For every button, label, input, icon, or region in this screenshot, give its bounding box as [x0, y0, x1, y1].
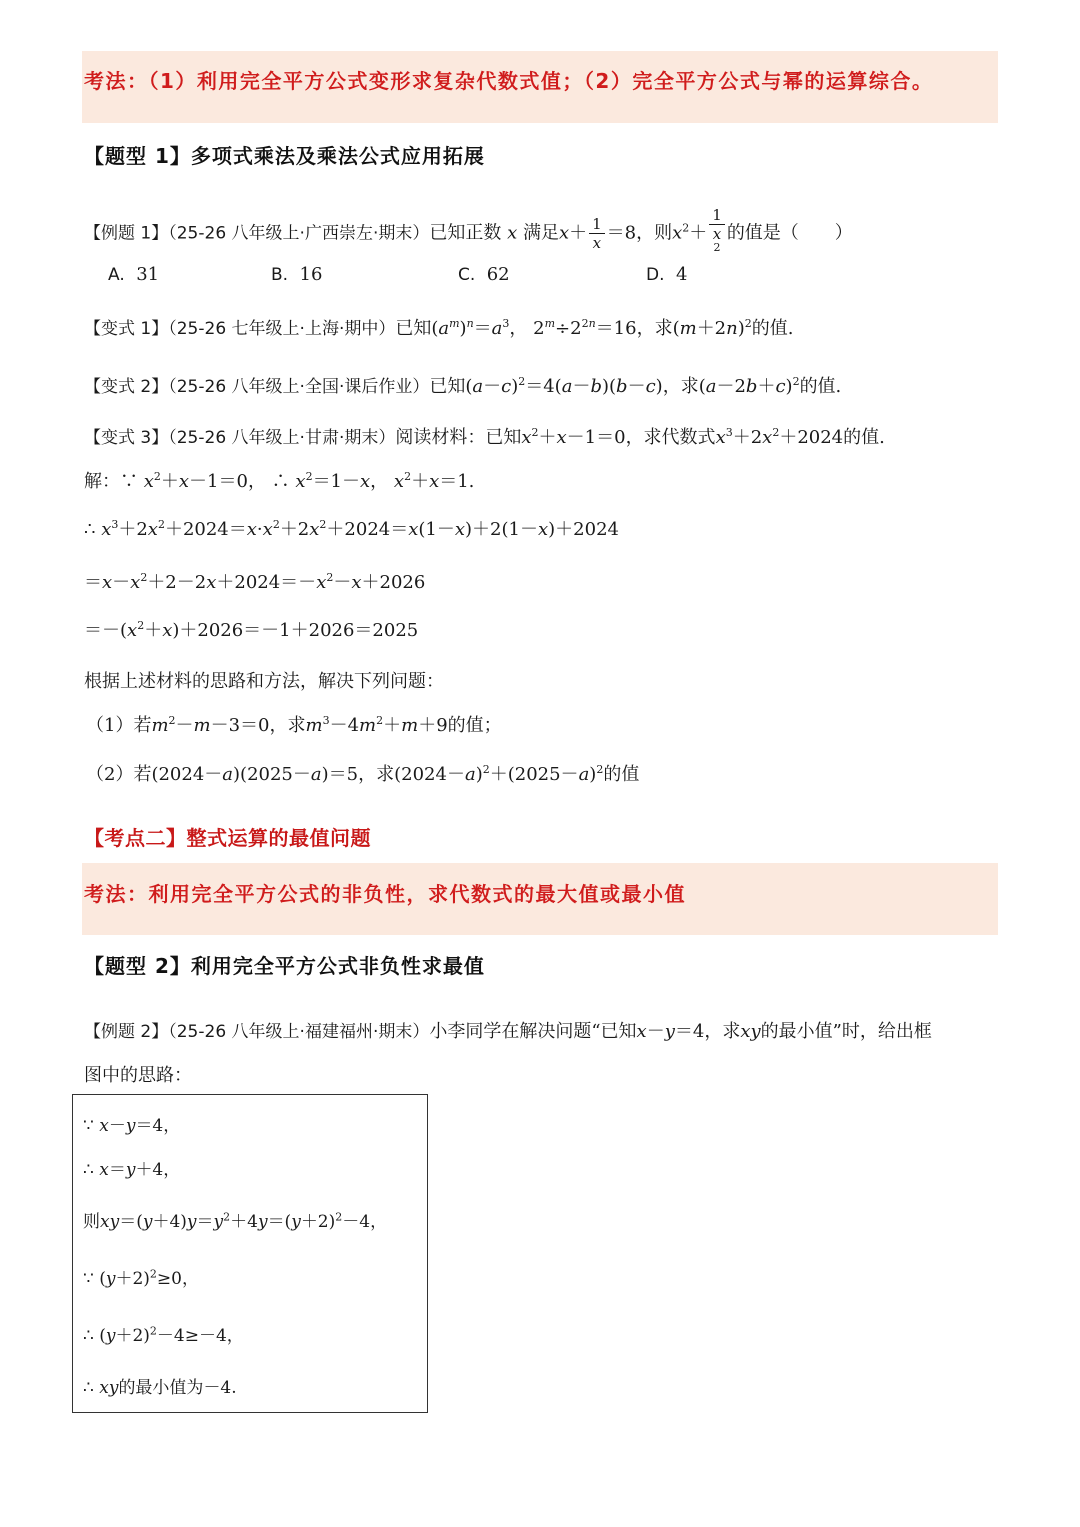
example2-text-a: 小李同学在解决问题“已知 — [429, 1021, 637, 1042]
example1-stem-a: 已知正数 — [429, 222, 502, 244]
option-d-value: 4 — [675, 264, 688, 285]
solution-line-4: $=-(x^2+x)+2026=-1+2026=2025$ — [84, 619, 419, 641]
option-c-value: 62 — [486, 264, 510, 285]
variant3-source: （25-26 八年级上·甘肃·期末） — [168, 428, 396, 448]
variant1-text-a: 已知 — [395, 318, 432, 339]
math: $(2024-a)^2+(2025-a)^2$ — [394, 763, 604, 785]
example2-source: （25-26 八年级上·福建福州·期末） — [168, 1022, 430, 1042]
solution-line-2: ∴ $x^3+2x^2+2024=x\cdot x^2+2x^2+2024=x(1-x)+2(1-x)+2024$ — [84, 518, 619, 540]
box-line-2: ∴ x＝y＋4， — [83, 1160, 181, 1180]
box-min-text: 的最小值为 — [118, 1378, 204, 1398]
q2-prefix: （2）若 — [86, 764, 152, 785]
variant1-tag: 【变式 1】 — [84, 319, 169, 339]
math: $(a-c)^2=4(a-b)(b-c)$ — [465, 375, 663, 397]
example2-text-b: ，求 — [704, 1021, 741, 1042]
variant3-line — [84, 423, 885, 449]
variant3-text-a: 阅读材料：已知 — [395, 427, 522, 448]
example1-stem-b: 满足 — [522, 222, 559, 244]
example2-tag: 【例题 2】 — [84, 1022, 169, 1042]
math: $(a-2b+c)^2$ — [698, 375, 800, 397]
math: (2024－a)(2025－a)＝5 — [151, 764, 359, 785]
example2-text-c: 的最小值”时，给出框 — [760, 1021, 932, 1042]
option-c-label: C. — [458, 265, 476, 285]
example1-stem-c: ＝8，则 — [606, 222, 673, 244]
q1-suffix: 的值； — [447, 715, 502, 736]
variant2-text-b: ，求 — [662, 376, 699, 397]
box-line-6: ∴ xy的最小值为－4. — [83, 1378, 237, 1398]
q2-mid: ，求 — [358, 764, 395, 785]
math: $(a^m)^n=a^3$， $2^m\div 2^{2n}=16$ — [431, 317, 637, 339]
math: $x^2+x-1=0$ — [521, 426, 626, 448]
example1-stem-d: 的值是（ ） — [726, 222, 853, 244]
option-d[interactable] — [646, 264, 687, 285]
solution-line-1: 解：∵ $x^2+x-1=0$， ∴ $x^2=1-x$， $x^2+x=1$. — [84, 470, 475, 492]
box-then: 则 — [83, 1212, 100, 1232]
math: $m^3-4m^2+m+9$ — [305, 714, 448, 736]
math: x — [501, 222, 523, 244]
math: xy — [740, 1021, 761, 1042]
box-line-5: ∴ $(y+2)^2-4\ge-4$， — [83, 1324, 244, 1346]
option-a[interactable] — [108, 264, 159, 285]
section2-heading: 【考点二】整式运算的最值问题 — [84, 826, 371, 850]
kaofa-text-2: 考法：利用完全平方公式的非负性，求代数式的最大值或最小值 — [84, 882, 686, 906]
solution-line-3: $=x-x^2+2-2x+2024=-x^2-x+2026$ — [84, 571, 426, 593]
math: x — [672, 222, 683, 244]
example1-stem: 【例题 1】（25-26 八年级上·广西崇左·期末）已知正数 x 满足x＋ $\frac{1}{x}$ ＝8，则$x^2+$ 1 x $^2$ 的值是（ ） — [84, 206, 853, 261]
question-2 — [86, 760, 639, 786]
type-heading-1: 【题型 1】多项式乘法及乘法公式应用拓展 — [84, 144, 485, 168]
box-line-3: 则$xy=(y+4)y=y^2+4y=(y+2)^2-4$， — [83, 1210, 388, 1232]
math: x－y＝4 — [636, 1021, 705, 1042]
option-a-label: A. — [108, 265, 125, 285]
type-heading-2: 【题型 2】利用完全平方公式非负性求最值 — [84, 954, 485, 978]
option-b[interactable] — [271, 264, 322, 285]
q1-prefix: （1）若 — [86, 715, 152, 736]
example2-line-2: 图中的思路： — [84, 1065, 192, 1086]
kaofa-text-1: 考法：（1）利用完全平方公式变形求复杂代数式值；（2）完全平方公式与幂的运算综合。 — [84, 69, 934, 93]
option-b-label: B. — [271, 265, 289, 285]
variant1-text-c: 的值. — [751, 318, 794, 339]
variant2-line — [84, 372, 841, 398]
option-c[interactable] — [458, 264, 510, 285]
variant3-tag: 【变式 3】 — [84, 428, 169, 448]
example1-source: （25-26 八年级上·广西崇左·期末） — [168, 223, 430, 244]
variant2-tag: 【变式 2】 — [84, 377, 169, 397]
variant2-text-c: 的值. — [799, 376, 842, 397]
question-1 — [86, 711, 502, 737]
option-d-label: D. — [646, 265, 665, 285]
option-b-value: 16 — [299, 264, 323, 285]
variant1-source: （25-26 七年级上·上海·期中） — [168, 319, 396, 339]
material-intro: 根据上述材料的思路和方法，解决下列问题： — [84, 671, 444, 692]
fraction-1-over-x: $\frac{1}{x}$ — [589, 215, 605, 252]
variant1-text-b: ，求 — [636, 318, 673, 339]
fraction-1-over-x2: 1 x $^2$ — [709, 206, 725, 261]
q2-suffix: 的值 — [603, 764, 640, 785]
variant1-line — [84, 314, 794, 340]
variant2-source: （25-26 八年级上·全国·课后作业） — [168, 377, 430, 397]
example2-line-1 — [84, 1017, 932, 1043]
solution-prefix: 解： — [84, 471, 120, 492]
variant3-text-c: 的值. — [843, 427, 885, 448]
variant3-text-b: ，求代数式 — [625, 427, 716, 448]
math: $x^3+2x^2+2024$ — [715, 426, 844, 448]
solution-box — [72, 1094, 428, 1413]
q1-mid: ，求 — [269, 715, 306, 736]
math: $(m+2n)^2$ — [672, 317, 752, 339]
box-line-1: ∵ x－y＝4， — [83, 1116, 181, 1136]
example1-tag: 【例题 1】 — [84, 223, 169, 244]
math: $m^2-m-3=0$ — [151, 714, 270, 736]
option-a-value: 31 — [136, 264, 160, 285]
box-line-4: ∵ $(y+2)^2\ge 0$， — [83, 1267, 199, 1289]
variant2-text-a: 已知 — [429, 376, 466, 397]
math: x — [558, 222, 570, 244]
